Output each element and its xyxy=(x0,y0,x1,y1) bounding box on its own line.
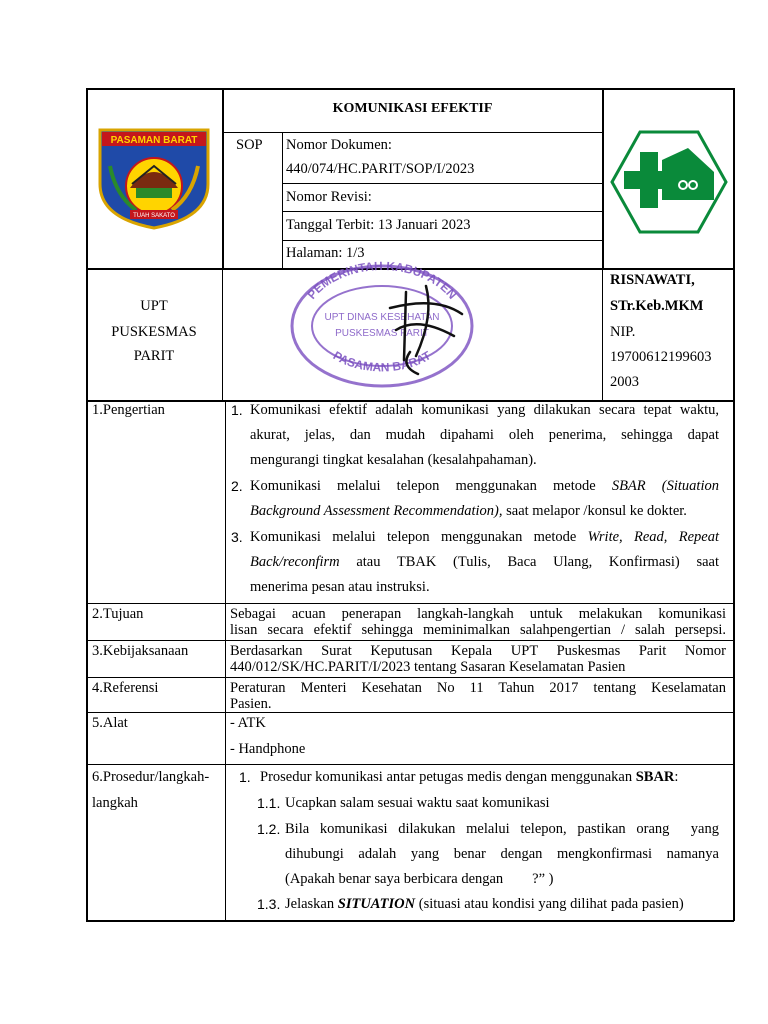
nip-label: NIP. xyxy=(610,324,636,340)
nip-value-2: 2003 xyxy=(610,374,639,390)
prosedur-sub-2-line-2: dihubungi adalah yang benar dengan mengkonfirmasi namanya xyxy=(285,846,719,862)
signatory-name: RISNAWATI, xyxy=(610,272,695,288)
regency-logo xyxy=(96,126,212,230)
unit-line-3: PARIT xyxy=(133,348,175,364)
sop-label: SOP xyxy=(236,137,263,153)
pengertian-item-1-line-3: mengurangi tingkat kesalahan (kesalahpahaman). xyxy=(250,452,537,468)
svg-text:PASAMAN BARAT: PASAMAN BARAT xyxy=(330,348,434,375)
unit-line-1: UPT xyxy=(140,298,168,314)
pengertian-item-3-line-2: Back/reconfirm atau TBAK (Tulis, Baca Ulang, Konfirmasi) saat xyxy=(250,554,719,570)
stamp-seal-icon xyxy=(286,256,476,388)
svg-text:PUSKESMAS PARIT: PUSKESMAS PARIT xyxy=(335,328,429,339)
section-label-alat: 5.Alat xyxy=(92,715,128,731)
section-label-prosedur-2: langkah xyxy=(92,795,138,811)
tujuan-line-1: Sebagai acuan penerapan langkah-langkah untuk melakukan komunikasi xyxy=(230,606,726,622)
section-label-pengertian: 1.Pengertian xyxy=(92,402,165,418)
tujuan-line-2: lisan secara efektif sehingga meminimalkan salahpengertian / salah persepsi. xyxy=(230,622,726,638)
pengertian-item-1-line-2: akurat, jelas, dan mudah dipahami oleh penerima, sehingga dapat xyxy=(250,427,719,443)
alat-item-1: - ATK xyxy=(230,715,266,731)
section-label-prosedur-1: 6.Prosedur/langkah- xyxy=(92,769,210,785)
prosedur-item-1-text: Prosedur komunikasi antar petugas medis dengan menggunakan SBAR: xyxy=(260,769,679,785)
prosedur-sub-3-number: 1.3. xyxy=(257,896,281,912)
page-title: KOMUNIKASI EFEKTIF xyxy=(332,101,493,116)
svg-text:TUAH SAKATO: TUAH SAKATO xyxy=(133,213,175,219)
prosedur-sub-2-line-3: (Apakah benar saya berbicara dengan ?” ) xyxy=(285,871,554,887)
prosedur-sub-1-text: Ucapkan salam sesuai waktu saat komunikasi xyxy=(285,795,550,811)
pengertian-item-3-line-3: menerima pesan atau instruksi. xyxy=(250,579,430,595)
issue-date: Tanggal Terbit: 13 Januari 2023 xyxy=(286,217,471,233)
section-label-referensi: 4.Referensi xyxy=(92,680,159,696)
doc-number-label: Nomor Dokumen: xyxy=(286,137,392,153)
section-label-kebijaksanaan: 3.Kebijaksanaan xyxy=(92,643,189,659)
page-number: Halaman: 1/3 xyxy=(286,245,365,261)
svg-text:UPT DINAS KESEHATAN: UPT DINAS KESEHATAN xyxy=(324,312,440,323)
pengertian-item-1-number: 1. xyxy=(231,402,243,418)
pengertian-item-3-line-1: Komunikasi melalui telepon menggunakan metode Write, Read, Repeat xyxy=(250,529,719,545)
pengertian-item-1-line-1: Komunikasi efektif adalah komunikasi yang dilakukan secara tepat waktu, xyxy=(250,402,719,418)
prosedur-item-1-number: 1. xyxy=(239,769,251,785)
official-stamp xyxy=(286,256,476,388)
doc-number-value: 440/074/HC.PARIT/SOP/I/2023 xyxy=(286,161,475,177)
prosedur-sub-2-line-1: Bila komunikasi dilakukan melalui telepon, pastikan orang yang xyxy=(285,821,719,837)
referensi-line-1: Peraturan Menteri Kesehatan No 11 Tahun 2017 tentang Keselamatan xyxy=(230,680,726,696)
regency-shield-icon xyxy=(96,126,212,230)
puskesmas-logo xyxy=(610,130,728,234)
puskesmas-cross-icon xyxy=(610,130,728,234)
alat-item-2: - Handphone xyxy=(230,741,306,757)
pengertian-item-2-number: 2. xyxy=(231,478,243,494)
referensi-line-2: Pasien. xyxy=(230,696,272,712)
pengertian-item-2-line-1: Komunikasi melalui telepon menggunakan metode SBAR (Situation xyxy=(250,478,719,494)
svg-text:PEMERINTAH KABUPATEN: PEMERINTAH KABUPATEN xyxy=(304,258,460,302)
prosedur-sub-1-number: 1.1. xyxy=(257,795,281,811)
kebijaksanaan-line-2: 440/012/SK/HC.PARIT/I/2023 tentang Sasaran Keselamatan Pasien xyxy=(230,659,626,675)
prosedur-sub-3-text: Jelaskan SITUATION (situasi atau kondisi yang dilihat pada pasien) xyxy=(285,896,684,912)
svg-text:PASAMAN BARAT: PASAMAN BARAT xyxy=(110,135,198,146)
kebijaksanaan-line-1: Berdasarkan Surat Keputusan Kepala UPT Puskesmas Parit Nomor xyxy=(230,643,726,659)
prosedur-sub-2-number: 1.2. xyxy=(257,821,281,837)
pengertian-item-2-line-2: Background Assessment Recommendation), saat melapor /konsul ke dokter. xyxy=(250,503,687,519)
nip-value-1: 19700612199603 xyxy=(610,349,712,365)
pengertian-item-3-number: 3. xyxy=(231,529,243,545)
section-label-tujuan: 2.Tujuan xyxy=(92,606,144,622)
signatory-title: STr.Keb.MKM xyxy=(610,298,704,314)
unit-line-2: PUSKESMAS xyxy=(111,324,197,340)
revision-label: Nomor Revisi: xyxy=(286,189,372,205)
